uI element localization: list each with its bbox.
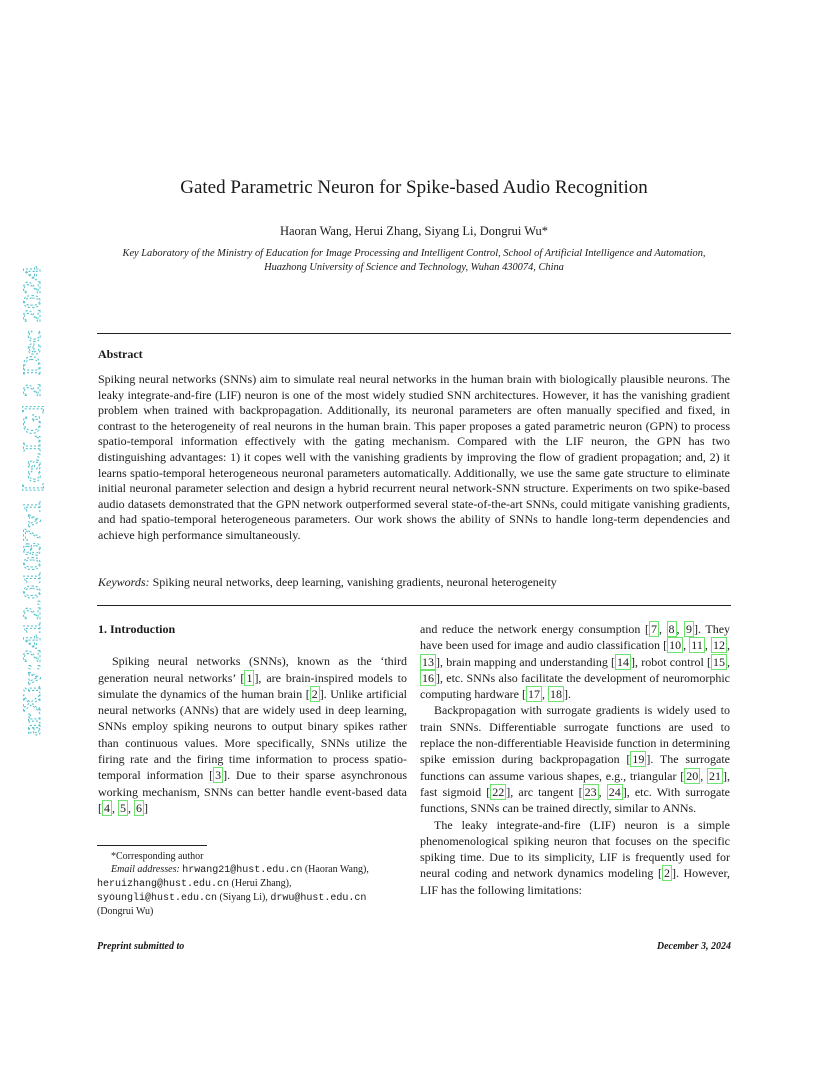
keywords-label: Keywords:	[98, 575, 150, 589]
email-link[interactable]: hrwang21@hust.edu.cn	[182, 865, 303, 876]
citation-link[interactable]: 5	[120, 800, 126, 815]
citation-link[interactable]: 6	[136, 800, 142, 815]
email-line: Email addresses: hrwang21@hust.edu.cn (Haoran Wang),	[111, 864, 369, 876]
intro-paragraph-3: The leaky integrate-and-fire (LIF) neuron is a simple phenomenological spiking neuron that focuses on the specific spiking time. Due to its simplicity, LIF is frequently used for neural coding and network dynamics modeling [ 2 ]. However, LIF has the following limitations:	[420, 817, 731, 897]
citation-link[interactable]: 10	[669, 638, 682, 653]
citation-link[interactable]: 3	[215, 768, 222, 783]
abstract-heading: Abstract	[98, 347, 143, 361]
paper-title: Gated Parametric Neuron for Spike-based Audio Recognition	[180, 177, 648, 198]
affiliation	[97, 247, 731, 274]
arxiv-stamp-text: arXiv:2412.01087v1 [cs.LG] 2 Dec 2024	[19, 323, 46, 736]
citation-link[interactable]: 20	[686, 768, 699, 783]
footnote-rule	[97, 845, 207, 846]
keywords-list: Spiking neural networks, deep learning, vanishing gradients, neuronal heterogeneity	[152, 575, 557, 589]
email-label: Email addresses:	[111, 864, 180, 875]
citation-link[interactable]: 13	[422, 654, 434, 669]
citation-link[interactable]: 23	[584, 784, 597, 799]
citation-link[interactable]: 2	[311, 686, 318, 701]
citation-link[interactable]: 2	[663, 866, 670, 881]
citation-link[interactable]: 22	[492, 784, 505, 799]
citation-link[interactable]: 12	[713, 638, 726, 653]
citation-link[interactable]: 8	[668, 622, 675, 636]
corresponding-note: *Corresponding author	[111, 851, 204, 862]
email-link[interactable]: drwu@hust.edu.cn	[270, 893, 367, 904]
affiliation-line-2: Huazhong University of Science and Technology, Wuhan 430074, China	[264, 261, 564, 273]
citation-link[interactable]: 21	[709, 768, 721, 783]
citation-link[interactable]: 19	[632, 752, 645, 767]
section-heading: 1. Introduction	[98, 622, 176, 636]
citation-link[interactable]: 16	[422, 670, 434, 685]
citation-link[interactable]: 4	[104, 800, 110, 815]
bottom-rule	[97, 605, 731, 606]
keywords	[98, 575, 557, 590]
top-rule	[97, 333, 731, 334]
citation-link[interactable]: 7	[650, 622, 657, 636]
intro-paragraph-2: Backpropagation with surrogate gradients is widely used to train SNNs. Differentiable surrogate functions are used to replace the non-differentiable Heaviside function in determining spike emission during backpropagation [ 19 ]. The surrogate functions can assume various shapes, e.g., triangular [ 20 , 21 ], fast sigmoid [ 22 ], arc tangent [ 23 , 24 ], etc. With surrogate functions, SNNs can be trained directly, similar to ANNs.	[420, 703, 730, 816]
affiliation-line-1: Key Laboratory of the Ministry of Education for Image Processing and Intelligent Control, School of Artificial Intelligence and Automation,	[122, 248, 706, 259]
email-line: syoungli@hust.edu.cn (Siyang Li), drwu@hust.edu.cn	[97, 892, 367, 904]
citation-link[interactable]: 11	[691, 638, 703, 653]
footnote	[97, 850, 407, 918]
citation-link[interactable]: 24	[608, 784, 621, 799]
citation-link[interactable]: 18	[549, 687, 562, 702]
email-line: heruizhang@hust.edu.cn (Herui Zhang),	[97, 878, 292, 890]
citation-link[interactable]: 15	[713, 654, 725, 669]
citation-link[interactable]: 17	[527, 687, 540, 702]
email-line: (Dongrui Wu)	[97, 906, 154, 917]
author-list: Haoran Wang, Herui Zhang, Siyang Li, Dongrui Wu*	[279, 224, 549, 238]
intro-paragraph-1: Spiking neural networks (SNNs), known as the ‘third generation neural networks’ [ 1 ], are brain-inspired models to simulate the dynamics of the human brain [ 2 ]. Unlike artificial neural networks (ANNs) that are widely used in deep learning, SNNs employ spiking neurons to output binary spikes rather than continuous values. More specifically, SNNs utilize the firing rate and the firing time information to process spatio-temporal information [ 3 ]. Due to their sparse asynchronous working mechanism, SNNs can better handle event-based data [ 4 , 5 , 6 ]	[98, 654, 407, 815]
arxiv-stamp	[6, 260, 50, 740]
footer-preprint: Preprint submitted to	[97, 941, 185, 952]
right-column	[420, 621, 730, 898]
email-link[interactable]: heruizhang@hust.edu.cn	[97, 879, 230, 890]
citation-link[interactable]: 14	[617, 654, 630, 669]
intro-paragraph-1-cont: and reduce the network energy consumption [ 7 , 8 , 9 ]. They have been used for image and audio classification [ 10 , 11 , 12 , 13 ], brain mapping and understanding [ 14 ], robot control [ 15 , 16 ], etc. SNNs also facilitate the development of neuromorphic computing hardware [ 17 , 18 ].	[420, 622, 731, 702]
citation-link[interactable]: 9	[686, 622, 693, 636]
citation-link[interactable]: 1	[246, 670, 253, 685]
email-link[interactable]: syoungli@hust.edu.cn	[97, 893, 218, 904]
left-column	[98, 621, 407, 816]
abstract-text: Spiking neural networks (SNNs) aim to simulate real neural networks in the human brain with biologically plausible neurons. The leaky integrate-and-fire (LIF) neuron is one of the most widely studied SNN architectures. However, it has the vanishing gradient problem when trained with backpropagation. Additionally, its neuronal parameters are often manually specified and fixed, in contrast to the heterogeneity of real neurons in the human brain. This paper proposes a gated parametric neuron (GPN) to process spatio-temporal information effectively with the gating mechanism. Compared with the LIF neuron, the GPN has two distinguishing advantages: 1) it copes well with the vanishing gradients by improving the flow of gradient propagation; and, 2) it learns spatio-temporal heterogeneous neuronal parameters automatically. Additionally, we use the same gate structure to eliminate initial neuronal parameter selection and design a hybrid recurrent neural network-SNN structure. Experiments on two spike-based audio datasets demonstrated that the GPN network outperformed several state-of-the-art SNNs, could mitigate vanishing gradients, and had spatio-temporal heterogeneous parameters. Our work shows the ability of SNNs to handle long-term dependencies and achieve high performance simultaneously.	[98, 372, 730, 542]
footer-date: December 3, 2024	[656, 941, 731, 952]
